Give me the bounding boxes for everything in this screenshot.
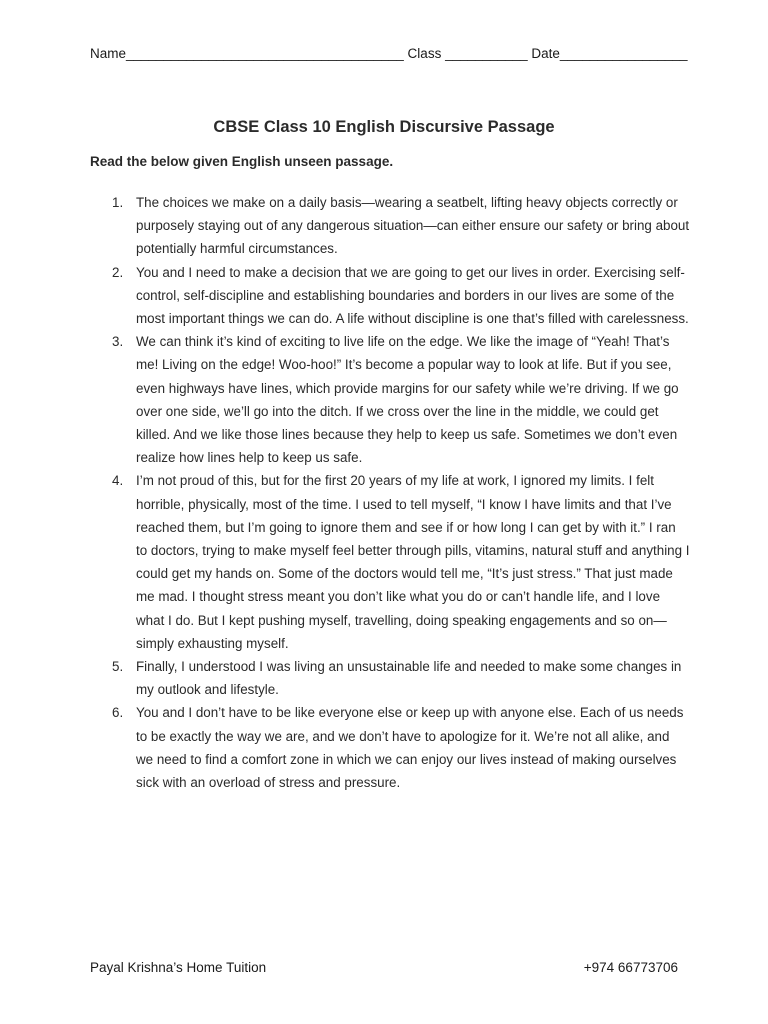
item-number: 6. bbox=[112, 705, 124, 721]
instruction-text: Read the below given English unseen passage. bbox=[90, 154, 394, 169]
passage-item bbox=[90, 701, 690, 794]
passage-item bbox=[90, 330, 690, 469]
item-number: 1. bbox=[112, 195, 124, 210]
footer-tuition-name: Payal Krishna’s Home Tuition bbox=[90, 960, 267, 975]
passage-item bbox=[90, 261, 690, 331]
item-text: We can think it’s kind of exciting to live life on the edge. We like the image of “Yeah! That’s me! Living on the edge! Woo-hoo!” It’s become a popular way to look at life. But if you see, even highways have lines, which provide margins for our safety while we’re driving. If we go over one side, we’ll go into the ditch. If we cross over the line in the middle, we could get killed. And we like those lines because they help to keep us safe. Sometimes we don’t even realize how lines help to keep us safe. bbox=[136, 334, 679, 466]
passage-item bbox=[90, 469, 690, 655]
item-number: 5. bbox=[112, 659, 124, 675]
item-number: 3. bbox=[112, 334, 124, 350]
passage-list bbox=[90, 191, 690, 794]
footer-phone: +974 66773706 bbox=[583, 960, 678, 975]
item-text: You and I don’t have to be like everyone else or keep up with anyone else. Each of us needs to be exactly the way we are, and we don’t have to apologize for it. We’re not all alike, and we need to find a comfort zone in which we can enjoy our lives instead of making ourselves sick with an overload of stress and pressure. bbox=[136, 705, 684, 791]
item-text: I’m not proud of this, but for the first 20 years of my life at work, I ignored my limits. I felt horrible, physically, most of the time. I used to tell myself, “I know I have limits and that I’ve reached them, but I’m going to ignore them and see if or how long I can get by with it.” I ran to doctors, trying to make myself feel better through pills, vitamins, natural stuff and anything I could get my hands on. Some of the doctors would tell me, “It’s just stress.” That just made me mad. I thought stress meant you don’t like what you do or can’t handle life, and I love what I do. But I kept pushing myself, travelling, doing speaking engagements and so on— simply exhausting myself. bbox=[136, 473, 690, 651]
item-text: The choices we make on a daily basis—wearing a seatbelt, lifting heavy objects correctly or purposely staying out of any dangerous situation—can either ensure our safety or bring about potentially harmful circumstances. bbox=[136, 195, 690, 257]
passage-item bbox=[90, 191, 690, 261]
item-text: You and I need to make a decision that we are going to get our lives in order. Exercising self-control, self-discipline and establishing boundaries and borders in our lives are some of the most important things we can do. A life without discipline is one that’s filled with carelessness. bbox=[136, 264, 689, 327]
item-number: 4. bbox=[112, 473, 124, 489]
item-number: 2. bbox=[112, 264, 124, 280]
name-class-date-line: Name_____________________________________ Class ___________ Date_________________ bbox=[90, 46, 688, 61]
item-text: Finally, I understood I was living an unsustainable life and needed to make some changes in my outlook and lifestyle. bbox=[136, 659, 682, 698]
page-title: CBSE Class 10 English Discursive Passage bbox=[213, 118, 555, 136]
passage-item bbox=[90, 655, 690, 701]
